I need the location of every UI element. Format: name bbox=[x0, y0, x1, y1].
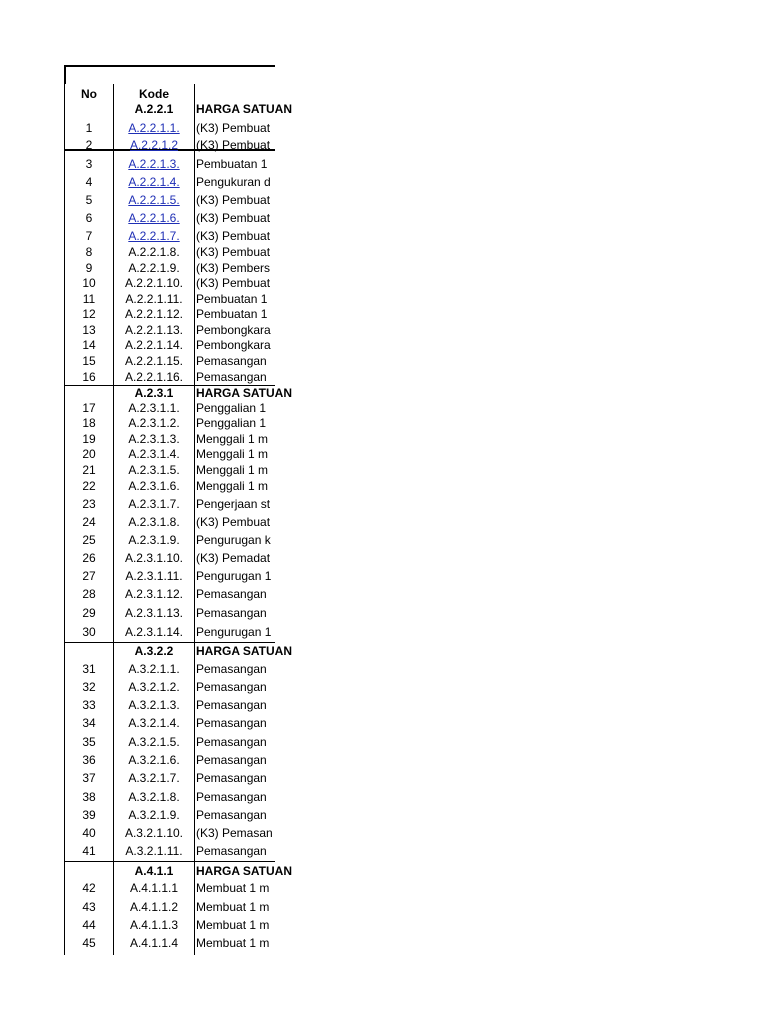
row-number: 19 bbox=[82, 432, 96, 446]
row-code: A.3.2.1.11. bbox=[125, 844, 183, 858]
row-number: 43 bbox=[82, 900, 96, 914]
row-description: Pembuatan 1 bbox=[196, 292, 268, 306]
row-number: 3 bbox=[85, 157, 93, 171]
group-separator-line bbox=[64, 861, 275, 862]
row-number: 6 bbox=[85, 211, 93, 225]
row-number: 10 bbox=[82, 276, 96, 290]
row-number: 15 bbox=[82, 354, 96, 368]
row-number: 27 bbox=[82, 569, 96, 583]
row-description: Menggali 1 m bbox=[196, 463, 269, 477]
row-description: (K3) Pembuat bbox=[196, 515, 271, 529]
row-description: Membuat 1 m bbox=[196, 936, 270, 950]
row-number: 4 bbox=[85, 175, 93, 189]
row-code: A.3.2.1.7. bbox=[128, 771, 180, 785]
row-code[interactable]: A.2.2.1.7. bbox=[128, 229, 180, 243]
row-description: Pemasangan bbox=[196, 587, 267, 601]
row-code[interactable]: A.2.2.1.5. bbox=[128, 193, 180, 207]
row-number: 22 bbox=[82, 479, 96, 493]
row-number: 36 bbox=[82, 753, 96, 767]
row-code: A.3.2.1.9. bbox=[128, 808, 180, 822]
row-description: Penggalian 1 bbox=[196, 401, 267, 415]
row-number: 9 bbox=[85, 261, 93, 275]
row-description: Pemasangan bbox=[196, 606, 267, 620]
row-description: Pengurugan 1 bbox=[196, 569, 272, 583]
row-number: 25 bbox=[82, 533, 96, 547]
row-number: 5 bbox=[85, 193, 93, 207]
row-number: 14 bbox=[82, 338, 96, 352]
row-code: A.2.3.1.8. bbox=[128, 515, 180, 529]
row-number: 35 bbox=[82, 735, 96, 749]
column-divider bbox=[194, 84, 195, 955]
row-number: 8 bbox=[85, 245, 93, 259]
spreadsheet-table bbox=[64, 65, 292, 955]
row-code: A.2.2.1.14. bbox=[124, 338, 184, 352]
row-description: (K3) Pembers bbox=[196, 261, 271, 275]
row-code: A.4.1.1.3 bbox=[129, 918, 179, 932]
row-code: A.3.2.1.2. bbox=[128, 680, 180, 694]
row-number: 7 bbox=[85, 229, 93, 243]
row-description: (K3) Pembuat bbox=[196, 229, 271, 243]
row-number: 41 bbox=[82, 844, 96, 858]
row-description: Menggali 1 m bbox=[196, 447, 269, 461]
row-code: A.2.3.1.11. bbox=[125, 569, 183, 583]
row-number: 11 bbox=[82, 292, 96, 306]
row-number: 45 bbox=[82, 936, 96, 950]
row-description: Pemasangan bbox=[196, 735, 267, 749]
row-code: A.2.2.1.15. bbox=[124, 354, 184, 368]
row-description: Membuat 1 m bbox=[196, 918, 270, 932]
row-description: Pemasangan bbox=[196, 698, 267, 712]
row-description: Pengurugan 1 bbox=[196, 625, 272, 639]
row-number: 13 bbox=[82, 323, 96, 337]
row-number: 29 bbox=[82, 606, 96, 620]
table-top-border bbox=[64, 65, 275, 84]
row-number: 26 bbox=[82, 551, 96, 565]
row-description: (K3) Pembuat bbox=[196, 211, 271, 225]
row-description: Pemasangan bbox=[196, 354, 267, 368]
row-code: A.2.3.1.7. bbox=[128, 497, 180, 511]
row-code: A.2.3.1.10. bbox=[124, 551, 184, 565]
row-code: A.4.1.1 bbox=[134, 864, 174, 878]
row-code: A.2.3.1.3. bbox=[128, 432, 180, 446]
row-description: Menggali 1 m bbox=[196, 432, 269, 446]
row-description: Pemasangan bbox=[196, 844, 267, 858]
row-description: Pengurugan k bbox=[196, 533, 271, 547]
row-code: A.2.3.1.9. bbox=[128, 533, 180, 547]
row-description: (K3) Pembuat bbox=[196, 193, 271, 207]
row-number: 34 bbox=[82, 716, 96, 730]
row-number: 2 bbox=[85, 138, 93, 152]
row-number: 17 bbox=[82, 401, 96, 415]
row-number: 42 bbox=[82, 881, 96, 895]
row-description: (K3) Pemasan bbox=[196, 826, 273, 840]
row-code: A.2.2.1.10. bbox=[124, 276, 184, 290]
row-description: Pemasangan bbox=[196, 753, 267, 767]
row-description: Pembongkara bbox=[196, 323, 271, 337]
row-code: A.2.2.1 bbox=[134, 102, 174, 116]
row-description: (K3) Pembuat bbox=[196, 276, 271, 290]
row-number: 37 bbox=[82, 771, 96, 785]
row-code: A.2.3.1.12. bbox=[124, 587, 184, 601]
row-description: Pemasangan bbox=[196, 370, 267, 384]
row-code: A.3.2.1.10. bbox=[124, 826, 184, 840]
row-description: Pemasangan bbox=[196, 716, 267, 730]
row-code: A.2.3.1.6. bbox=[128, 479, 180, 493]
row-number: 20 bbox=[82, 447, 96, 461]
row-code: A.2.2.1.9. bbox=[128, 261, 180, 275]
row-description: (K3) Pembuat bbox=[196, 121, 271, 135]
row-number: 33 bbox=[82, 698, 96, 712]
header-no: No bbox=[81, 87, 97, 101]
row-code: A.3.2.1.6. bbox=[128, 753, 180, 767]
row-description: Membuat 1 m bbox=[196, 881, 270, 895]
row-code: A.3.2.2 bbox=[134, 644, 174, 658]
row-code: A.4.1.1.1 bbox=[129, 881, 179, 895]
row-code[interactable]: A.2.2.1.3. bbox=[128, 157, 180, 171]
row-code: A.4.1.1.4 bbox=[129, 936, 179, 950]
row-number: 21 bbox=[82, 463, 96, 477]
row-number: 32 bbox=[82, 680, 96, 694]
row-description: HARGA SATUAN bbox=[196, 864, 292, 878]
row-description: Pemasangan bbox=[196, 662, 267, 676]
row-description: (K3) Pembuat bbox=[196, 245, 271, 259]
row-description: (K3) Pembuat bbox=[196, 138, 271, 152]
row-code: A.2.3.1.5. bbox=[128, 463, 180, 477]
row-number: 40 bbox=[82, 826, 96, 840]
row-code: A.2.2.1.8. bbox=[128, 245, 180, 259]
row-number: 1 bbox=[85, 121, 93, 135]
row-code[interactable]: A.2.2.1.6. bbox=[128, 211, 180, 225]
row-description: Pengukuran d bbox=[196, 175, 271, 189]
row-code: A.2.3.1.2. bbox=[128, 416, 180, 430]
row-code[interactable]: A.2.2.1.4. bbox=[128, 175, 180, 189]
row-code[interactable]: A.2.2.1.1. bbox=[128, 121, 180, 135]
row-code: A.3.2.1.1. bbox=[128, 662, 180, 676]
row-description: Pembongkara bbox=[196, 338, 271, 352]
row-description: Pemasangan bbox=[196, 808, 267, 822]
row-number: 38 bbox=[82, 790, 96, 804]
row-description: Pemasangan bbox=[196, 680, 267, 694]
header-code: Kode bbox=[139, 87, 169, 101]
row-description: HARGA SATUAN bbox=[196, 102, 292, 116]
row-code: A.2.3.1 bbox=[134, 386, 174, 400]
row-number: 31 bbox=[82, 662, 96, 676]
row-code: A.2.2.1.13. bbox=[124, 323, 184, 337]
row-code: A.3.2.1.4. bbox=[128, 716, 180, 730]
group-separator-line bbox=[64, 642, 275, 643]
row-description: Pemasangan bbox=[196, 771, 267, 785]
row-description: Membuat 1 m bbox=[196, 900, 270, 914]
row-description: Penggalian 1 bbox=[196, 416, 267, 430]
row-code: A.3.2.1.5. bbox=[128, 735, 180, 749]
row-code: A.2.2.1.12. bbox=[124, 307, 184, 321]
row-code: A.2.3.1.4. bbox=[128, 447, 180, 461]
row-code: A.2.3.1.14. bbox=[124, 625, 184, 639]
row-number: 23 bbox=[82, 497, 96, 511]
row-number: 12 bbox=[82, 307, 96, 321]
row-code: A.2.3.1.13. bbox=[124, 606, 184, 620]
row-code: A.2.2.1.16. bbox=[124, 370, 184, 384]
row-description: HARGA SATUAN bbox=[196, 386, 292, 400]
row-code: A.2.3.1.1. bbox=[128, 401, 180, 415]
row-code[interactable]: A.2.2.1.2 bbox=[129, 138, 179, 152]
row-number: 16 bbox=[82, 370, 96, 384]
row-number: 18 bbox=[82, 416, 96, 430]
row-description: Menggali 1 m bbox=[196, 479, 269, 493]
row-description: Pembuatan 1 bbox=[196, 157, 268, 171]
row-number: 39 bbox=[82, 808, 96, 822]
row-description: HARGA SATUAN bbox=[196, 644, 292, 658]
row-code: A.3.2.1.8. bbox=[128, 790, 180, 804]
row-description: (K3) Pemadat bbox=[196, 551, 271, 565]
row-code: A.3.2.1.3. bbox=[128, 698, 180, 712]
row-number: 30 bbox=[82, 625, 96, 639]
row-number: 44 bbox=[82, 918, 96, 932]
row-code: A.4.1.1.2 bbox=[129, 900, 179, 914]
row-description: Pembuatan 1 bbox=[196, 307, 268, 321]
row-description: Pemasangan bbox=[196, 790, 267, 804]
row-number: 24 bbox=[82, 515, 96, 529]
row-description: Pengerjaan st bbox=[196, 497, 271, 511]
row-number: 28 bbox=[82, 587, 96, 601]
row-code: A.2.2.1.11. bbox=[125, 292, 183, 306]
